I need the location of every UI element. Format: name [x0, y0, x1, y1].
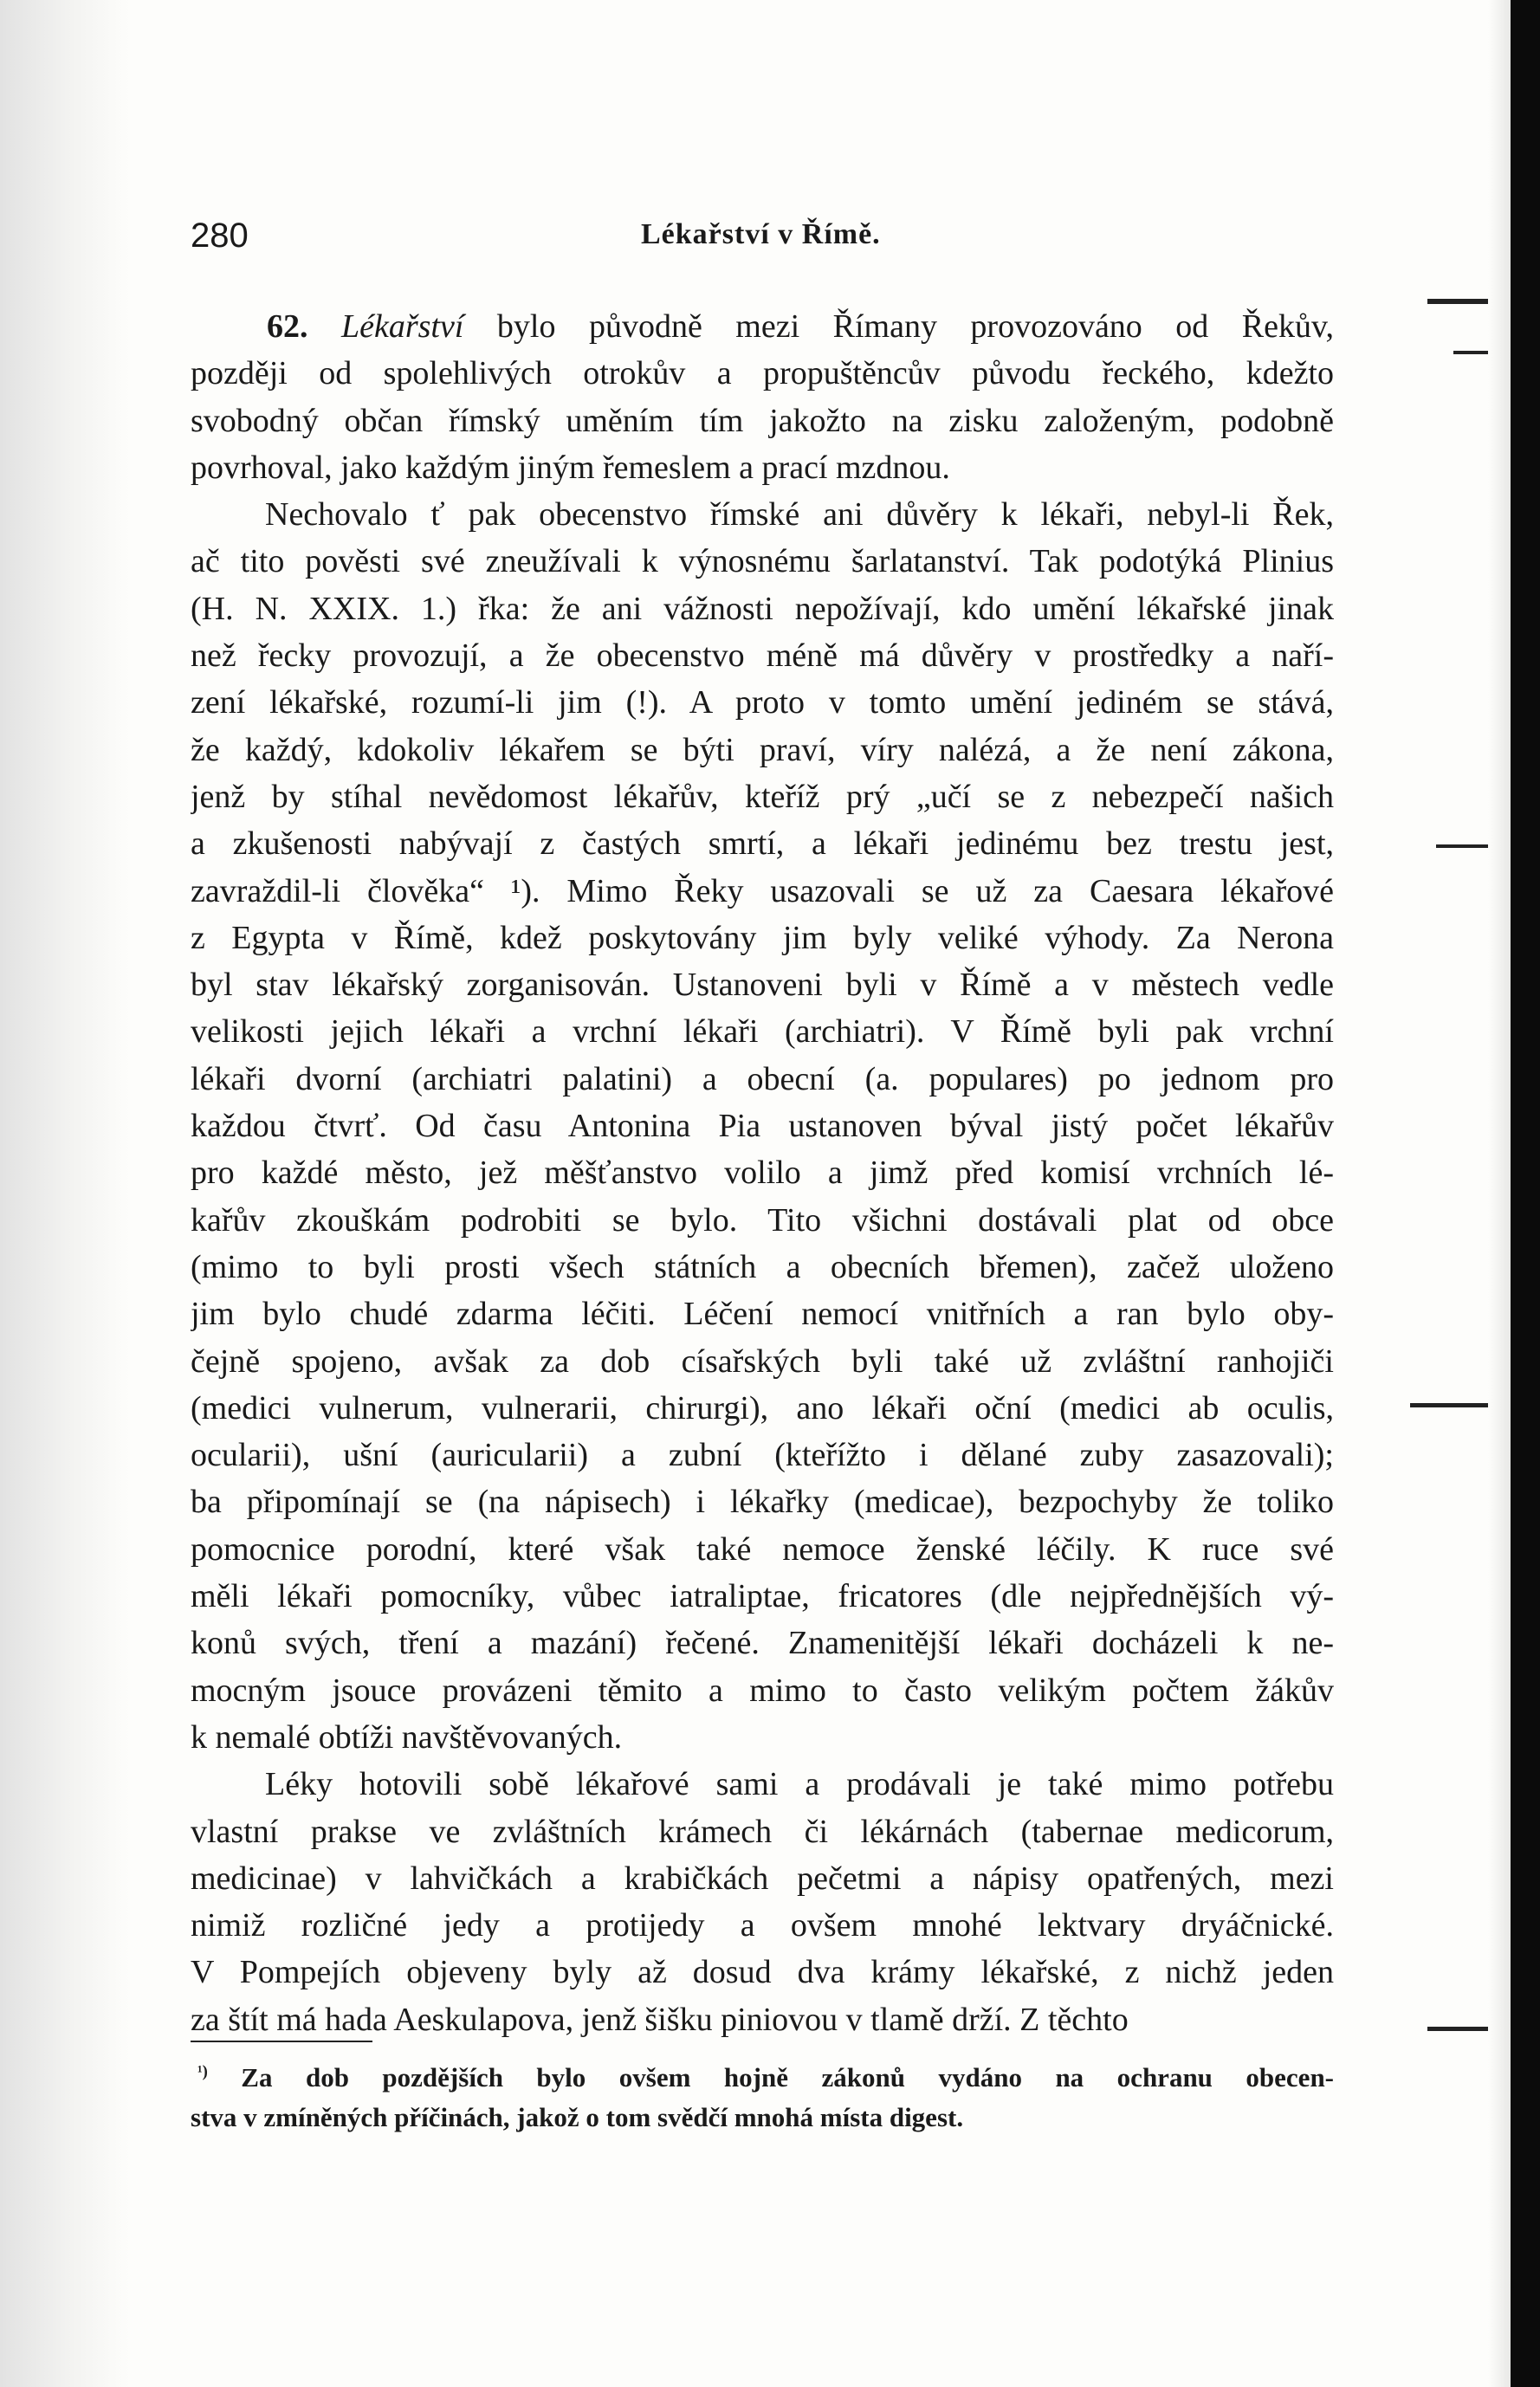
text-line: medicinae) v lahvičkách a krabičkách pečetmi a nápisy opatřených, mezi	[191, 1860, 1334, 1897]
page-gutter-shadow	[0, 0, 130, 2387]
section-first-line: bylo původně mezi Římany provozováno od Řekův,	[496, 308, 1334, 345]
page-header: Lékařství v Římě.	[641, 218, 881, 250]
footnotes	[191, 2058, 1334, 2138]
text-line: ba připomínají se (na nápisech) i lékařky (medicae), bezpochyby že toliko	[191, 1484, 1334, 1521]
text-line: nimiž rozličné jedy a protijedy a ovšem mnohé lektvary dryáčnické.	[191, 1907, 1334, 1944]
text-line: za štít má hada Aeskulapova, jenž šišku piniovou v tlamě drží. Z těchto	[191, 2001, 1129, 2038]
text-line: konů svých, tření a mazání) řečené. Znamenitější lékaři docházeli k ne-	[191, 1625, 1334, 1662]
text-line: svobodný občan římský uměním tím jakožto na zisku založeným, podobně	[191, 402, 1334, 439]
footnote-line	[191, 2058, 1334, 2098]
text-line: velikosti jejich lékaři a vrchní lékaři (archiatri). V Římě byli pak vrchní	[191, 1013, 1334, 1051]
text-line: V Pompejích objeveny byly až dosud dva krámy lékařské, z nichž jeden	[191, 1954, 1334, 1991]
text-line: z Egypta v Římě, kdež poskytovány jim byly veliké výhody. Za Nerona	[191, 919, 1334, 956]
text-line: jenž by stíhal nevědomost lékařův, kteříž prý „učí se z nebezpečí našich	[191, 778, 1334, 815]
text-line: než řecky provozují, a že obecenstvo méně má důvěry v prostředky a naří-	[191, 637, 1334, 675]
text-line: (H. N. XXIX. 1.) řka: že ani vážnosti nepožívají, kdo umění lékařské jinak	[191, 590, 1334, 627]
binding-mark	[1410, 1403, 1488, 1407]
binding-mark	[1427, 299, 1488, 304]
section-number: 62.	[267, 308, 308, 345]
text-line: kařův zkouškám podrobiti se bylo. Tito všichni dostávali plat od obce	[191, 1201, 1334, 1239]
footnote-text: Za dob pozdějších bylo ovšem hojně zákonů vydáno na ochranu obecen-	[241, 2062, 1334, 2093]
running-head	[191, 217, 1351, 268]
text-line: ocularii), ušní (auricularii) a zubní (kteřížto i dělané zuby zasazovali);	[191, 1437, 1334, 1474]
text-line: pomocnice porodní, které však také nemoce ženské léčily. K ruce své	[191, 1530, 1334, 1568]
paragraphs	[191, 350, 1334, 2043]
text-line: zavraždil-li člověka“ ¹). Mimo Řeky usazovali se už za Caesara lékařové	[191, 872, 1334, 909]
scan-border	[1511, 0, 1540, 2387]
text-line: zení lékařské, rozumí-li jim (!). A proto v tomto umění jediném se stává,	[191, 684, 1334, 721]
text-line: později od spolehlivých otrokův a propuštěncův původu řeckého, kdežto	[191, 355, 1334, 392]
text-line: ač tito pověsti své zneužívali k výnosnému šarlatanství. Tak podotýká Plinius	[191, 543, 1334, 580]
text-line: pro každé město, jež měšťanstvo volilo a jimž před komisí vrchních lé-	[191, 1155, 1334, 1192]
body-text	[191, 303, 1334, 2043]
text-line: že každý, kdokoliv lékařem se býti praví, víry nalézá, a že není zákona,	[191, 731, 1334, 768]
text-line: čejně spojeno, avšak za dob císařských byli také už zvláštní ranhojiči	[191, 1342, 1334, 1380]
text-line: Léky hotovili sobě lékařové sami a prodávali je také mimo potřebu	[265, 1766, 1334, 1803]
text-line: (medici vulnerum, vulnerarii, chirurgi), ano lékaři oční (medici ab oculis,	[191, 1389, 1334, 1426]
footnote-marker: ¹)	[197, 2062, 208, 2081]
text-line: Nechovalo ť pak obecenstvo římské ani důvěry k lékaři, nebyl-li Řek,	[265, 496, 1334, 534]
text-line: jim bylo chudé zdarma léčiti. Léčení nemocí vnitřních a ran bylo oby-	[191, 1296, 1334, 1333]
footnote-rule	[191, 2041, 372, 2042]
text-line: měli lékaři pomocníky, vůbec iatraliptae, fricatores (dle nejpřednějších vý-	[191, 1578, 1334, 1615]
binding-mark	[1436, 844, 1488, 848]
binding-mark	[1427, 2027, 1488, 2031]
text-line: vlastní prakse ve zvláštních krámech či lékárnách (tabernae medicorum,	[191, 1813, 1334, 1850]
text-line: lékaři dvorní (archiatri palatini) a obecní (a. populares) po jednom pro	[191, 1060, 1334, 1097]
page-edge-strip	[1488, 0, 1511, 2387]
binding-mark	[1453, 351, 1488, 354]
text-line: (mimo to byli prosti všech státních a obecních břemen), začež uloženo	[191, 1248, 1334, 1285]
text-line: povrhoval, jako každým jiným řemeslem a prací mzdnou.	[191, 449, 950, 486]
text-line	[191, 303, 1334, 350]
text-line: mocným jsouce provázeni těmito a mimo to často velikým počtem žákův	[191, 1672, 1334, 1709]
text-line: a zkušenosti nabývají z častých smrtí, a lékaři jedinému bez trestu jest,	[191, 825, 1334, 863]
footnote-line: stva v zmíněných příčinách, jakož o tom svědčí mnohá místa digest.	[191, 2102, 964, 2132]
section-title: Lékařství	[340, 308, 464, 345]
text-line: k nemalé obtíži navštěvovaných.	[191, 1718, 623, 1756]
text-line: každou čtvrť. Od času Antonina Pia ustanoven býval jistý počet lékařův	[191, 1108, 1334, 1145]
page-number: 280	[191, 217, 249, 255]
text-line: byl stav lékařský zorganisován. Ustanoveni byli v Římě a v městech vedle	[191, 967, 1334, 1004]
